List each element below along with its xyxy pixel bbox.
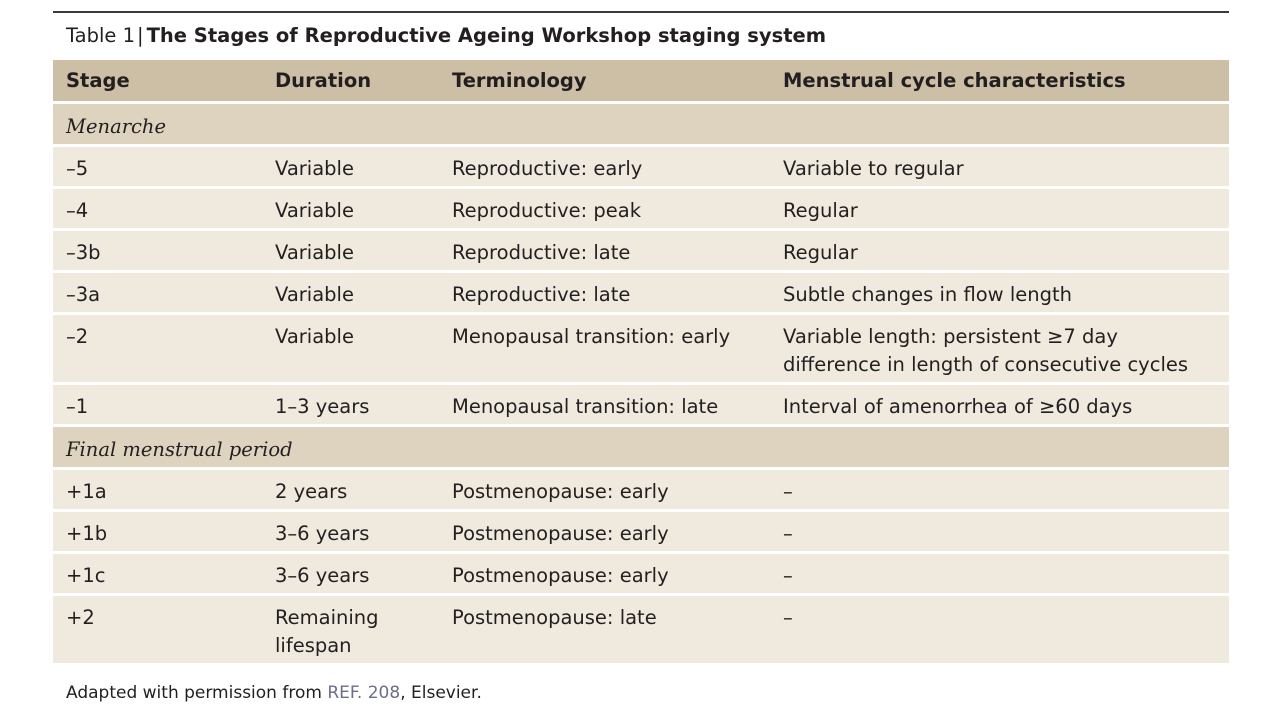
cell-characteristics: Interval of amenorrhea of ≥60 days	[770, 383, 1229, 425]
cell-terminology: Postmenopause: late	[439, 594, 770, 664]
cell-stage: –3a	[53, 271, 262, 313]
cell-stage: –3b	[53, 229, 262, 271]
cell-terminology: Postmenopause: early	[439, 468, 770, 510]
table-row	[53, 468, 1229, 510]
cell-characteristics: –	[770, 468, 1229, 510]
cell-characteristics: –	[770, 594, 1229, 664]
table-row	[53, 229, 1229, 271]
caption-separator: |	[137, 24, 144, 47]
footnote-suffix: , Elsevier.	[400, 683, 482, 703]
table-body	[53, 102, 1229, 664]
cell-terminology: Postmenopause: early	[439, 510, 770, 552]
cell-stage: –4	[53, 187, 262, 229]
cell-duration: Variable	[262, 313, 439, 383]
table-row	[53, 510, 1229, 552]
cell-stage: –1	[53, 383, 262, 425]
table-row	[53, 187, 1229, 229]
cell-duration: Variable	[262, 187, 439, 229]
cell-duration: 2 years	[262, 468, 439, 510]
cell-duration: 3–6 years	[262, 510, 439, 552]
cell-characteristics: –	[770, 552, 1229, 594]
table-row	[53, 383, 1229, 425]
cell-terminology: Reproductive: early	[439, 145, 770, 187]
cell-duration: Remaining lifespan	[262, 594, 439, 664]
header-row	[53, 60, 1229, 102]
table-row	[53, 594, 1229, 664]
cell-stage: +1c	[53, 552, 262, 594]
header-stage: Stage	[53, 60, 262, 102]
header-duration: Duration	[262, 60, 439, 102]
cell-terminology: Menopausal transition: early	[439, 313, 770, 383]
cell-characteristics: Variable to regular	[770, 145, 1229, 187]
cell-terminology: Reproductive: late	[439, 229, 770, 271]
cell-duration: Variable	[262, 145, 439, 187]
reference-link[interactable]: REF. 208	[327, 683, 401, 703]
section-label: Final menstrual period	[53, 425, 1229, 468]
footnote	[66, 681, 482, 705]
header-menstrual-cycle: Menstrual cycle characteristics	[770, 60, 1229, 102]
cell-terminology: Menopausal transition: late	[439, 383, 770, 425]
staging-table	[53, 60, 1229, 666]
cell-characteristics: Subtle changes in flow length	[770, 271, 1229, 313]
cell-duration: Variable	[262, 271, 439, 313]
cell-stage: –5	[53, 145, 262, 187]
cell-characteristics: –	[770, 510, 1229, 552]
table-row	[53, 271, 1229, 313]
table-title: The Stages of Reproductive Ageing Workshop staging system	[146, 24, 827, 47]
cell-terminology: Reproductive: late	[439, 271, 770, 313]
cell-duration: 1–3 years	[262, 383, 439, 425]
table-caption	[66, 23, 826, 49]
header-terminology: Terminology	[439, 60, 770, 102]
table-label: Table 1	[66, 24, 136, 47]
cell-stage: +2	[53, 594, 262, 664]
cell-characteristics: Regular	[770, 187, 1229, 229]
footnote-prefix: Adapted with permission from	[66, 683, 328, 703]
section-label: Menarche	[53, 102, 1229, 145]
cell-duration: Variable	[262, 229, 439, 271]
table-header	[53, 60, 1229, 102]
cell-terminology: Reproductive: peak	[439, 187, 770, 229]
cell-stage: +1a	[53, 468, 262, 510]
cell-characteristics: Variable length: persistent ≥7 day difference in length of consecutive cycles	[770, 313, 1229, 383]
cell-stage: +1b	[53, 510, 262, 552]
section-row-menarche	[53, 102, 1229, 145]
section-row-final-menstrual-period	[53, 425, 1229, 468]
cell-characteristics: Regular	[770, 229, 1229, 271]
top-rule	[53, 11, 1229, 13]
cell-stage: –2	[53, 313, 262, 383]
cell-terminology: Postmenopause: early	[439, 552, 770, 594]
cell-duration: 3–6 years	[262, 552, 439, 594]
table-row	[53, 145, 1229, 187]
table-row	[53, 313, 1229, 383]
table-row	[53, 552, 1229, 594]
